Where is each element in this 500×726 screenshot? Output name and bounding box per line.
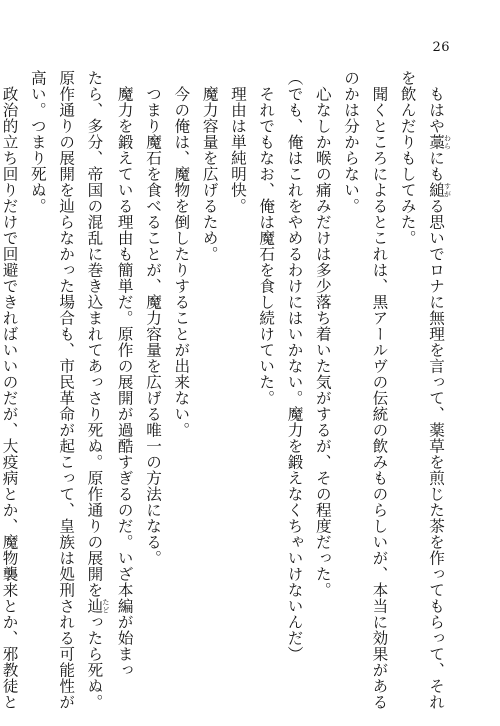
text-line: 聞くところによるとこれは、黒アールヴの伝統の飲みものらしいが、本当に効果がある xyxy=(370,85,389,710)
text-line: 魔力容量を広げるため。 xyxy=(200,85,219,262)
page-number: 26 xyxy=(432,40,450,55)
text-line: （でも、俺はこれをやめるわけにはいかない。魔力を鍛えなくちゃいけないんだ） xyxy=(285,70,304,662)
text-line: 魔力を鍛えている理由も簡単だ。原作の展開が過酷すぎるのだ。いざ本編が始まっ xyxy=(115,85,134,678)
ruby-annotation: 辿たど xyxy=(85,598,111,614)
text-line: 高い。つまり死ぬ。 xyxy=(28,70,47,214)
ruby-annotation: 藁わら xyxy=(427,133,453,150)
text-line: 政治的立ち回りだけで回避できればいいのだが、大疫病とか、魔物襲来とか、邪教徒と xyxy=(0,85,19,710)
body-text xyxy=(0,70,453,710)
text-line: のかは分からない。 xyxy=(342,70,361,214)
text-line: 原作通りの展開を辿らなかった場合も、市民革命が起こって、皇族は処刑される可能性が xyxy=(57,70,76,710)
text-line: もはや藁わらにも縋すがる思いでロナに無理を言って、薬草を煎じた茶を作ってもらって、それ xyxy=(427,85,453,710)
text-line: 理由は単純明快。 xyxy=(228,85,247,214)
text-line: 心なしか喉の痛みだけは多少落ち着いた気がするが、その程度だった。 xyxy=(313,85,332,598)
text-line: 今の俺は、魔物を倒したりすることが出来ない。 xyxy=(172,85,191,438)
text-line: つまり魔石を食べることが、魔力容量を広げる唯一の方法になる。 xyxy=(144,85,163,566)
text-line: それでもなお、俺は魔石を食し続けていた。 xyxy=(257,85,276,406)
ruby-annotation: 縋すが xyxy=(427,181,453,198)
text-line: たら、多分、帝国の混乱に巻き込まれてあっさり死ぬ。原作通りの展開を辿たどったら死ぬ。 xyxy=(85,70,111,710)
text-line: を飲んだりもしてみた。 xyxy=(398,70,417,246)
